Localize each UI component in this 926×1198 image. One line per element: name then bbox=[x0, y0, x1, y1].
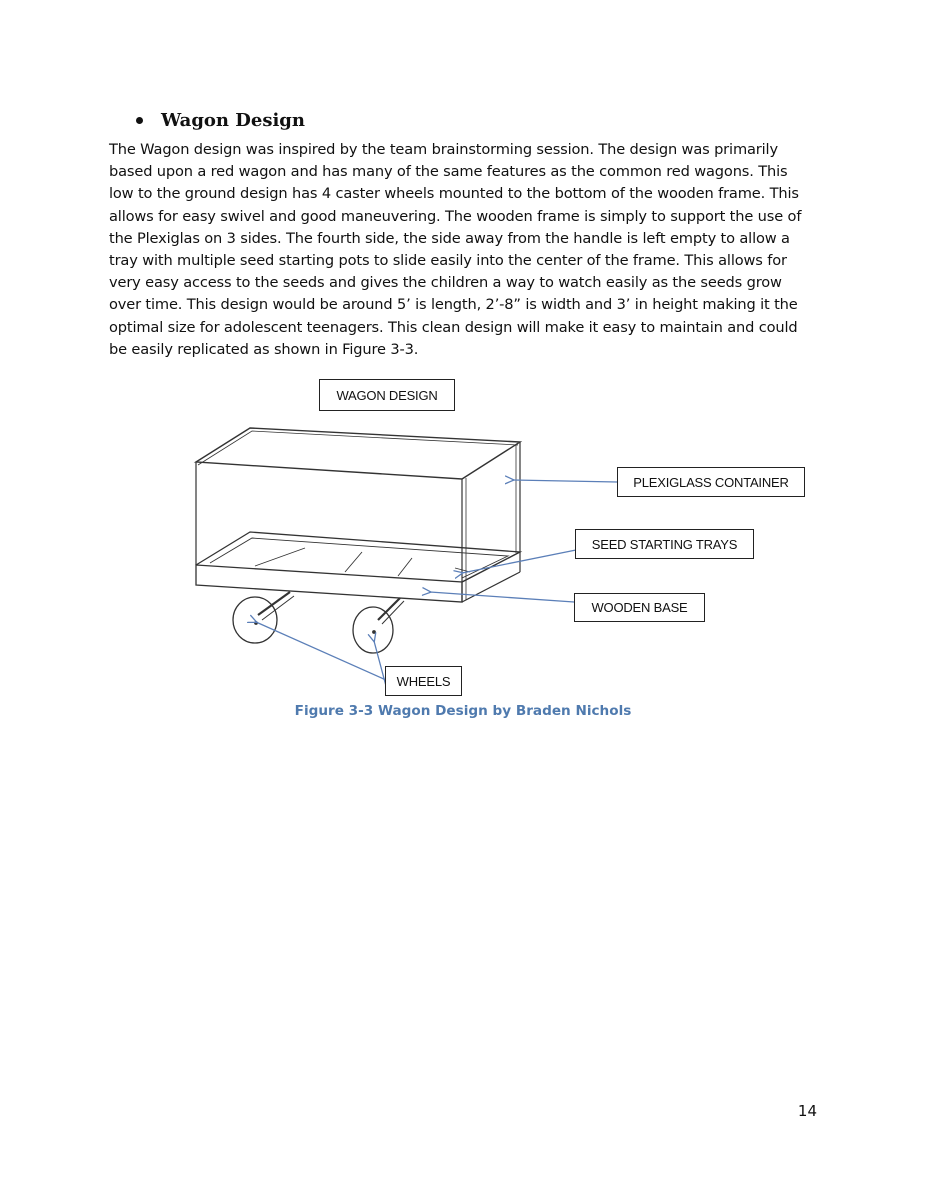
section-heading-text: Wagon Design bbox=[161, 110, 305, 131]
label-arrows bbox=[256, 480, 617, 686]
body-paragraph: The Wagon design was inspired by the team brainstorming session. The design was primarily based upon a red wagon and has many of the same features as the common red wagons. This low to the ground design has 4 caster wheels mounted to the bottom of the wooden frame. This allows for easy swivel and good maneuvering. The wooden frame is simply to support the use of the Plexiglas on 3 sides. The fourth side, the side away from the handle is left empty to allow a tray with multiple seed starting pots to slide easily into the center of the frame. This allows for very easy access to the seeds and gives the children a way to watch easily as the seeds grow over time. This design would be around 5’ is length, 2’-8” is width and 3’ in height making it the optimal size for adolescent teenagers. This clean design will make it easy to maintain and could be easily replicated as shown in Figure 3-3. bbox=[109, 141, 802, 358]
wagon-drawing bbox=[196, 428, 520, 653]
page-number: 14 bbox=[797, 1102, 817, 1120]
label-wheels: WHEELS bbox=[385, 666, 462, 696]
label-plexiglass-container: PLEXIGLASS CONTAINER bbox=[617, 467, 805, 497]
bullet-icon bbox=[136, 117, 143, 124]
label-seed-starting-trays: SEED STARTING TRAYS bbox=[575, 529, 754, 559]
section-heading bbox=[136, 110, 305, 131]
figure-caption: Figure 3-3 Wagon Design by Braden Nichols bbox=[294, 703, 632, 719]
label-wagon-design: WAGON DESIGN bbox=[319, 379, 455, 411]
label-wooden-base: WOODEN BASE bbox=[574, 593, 705, 622]
